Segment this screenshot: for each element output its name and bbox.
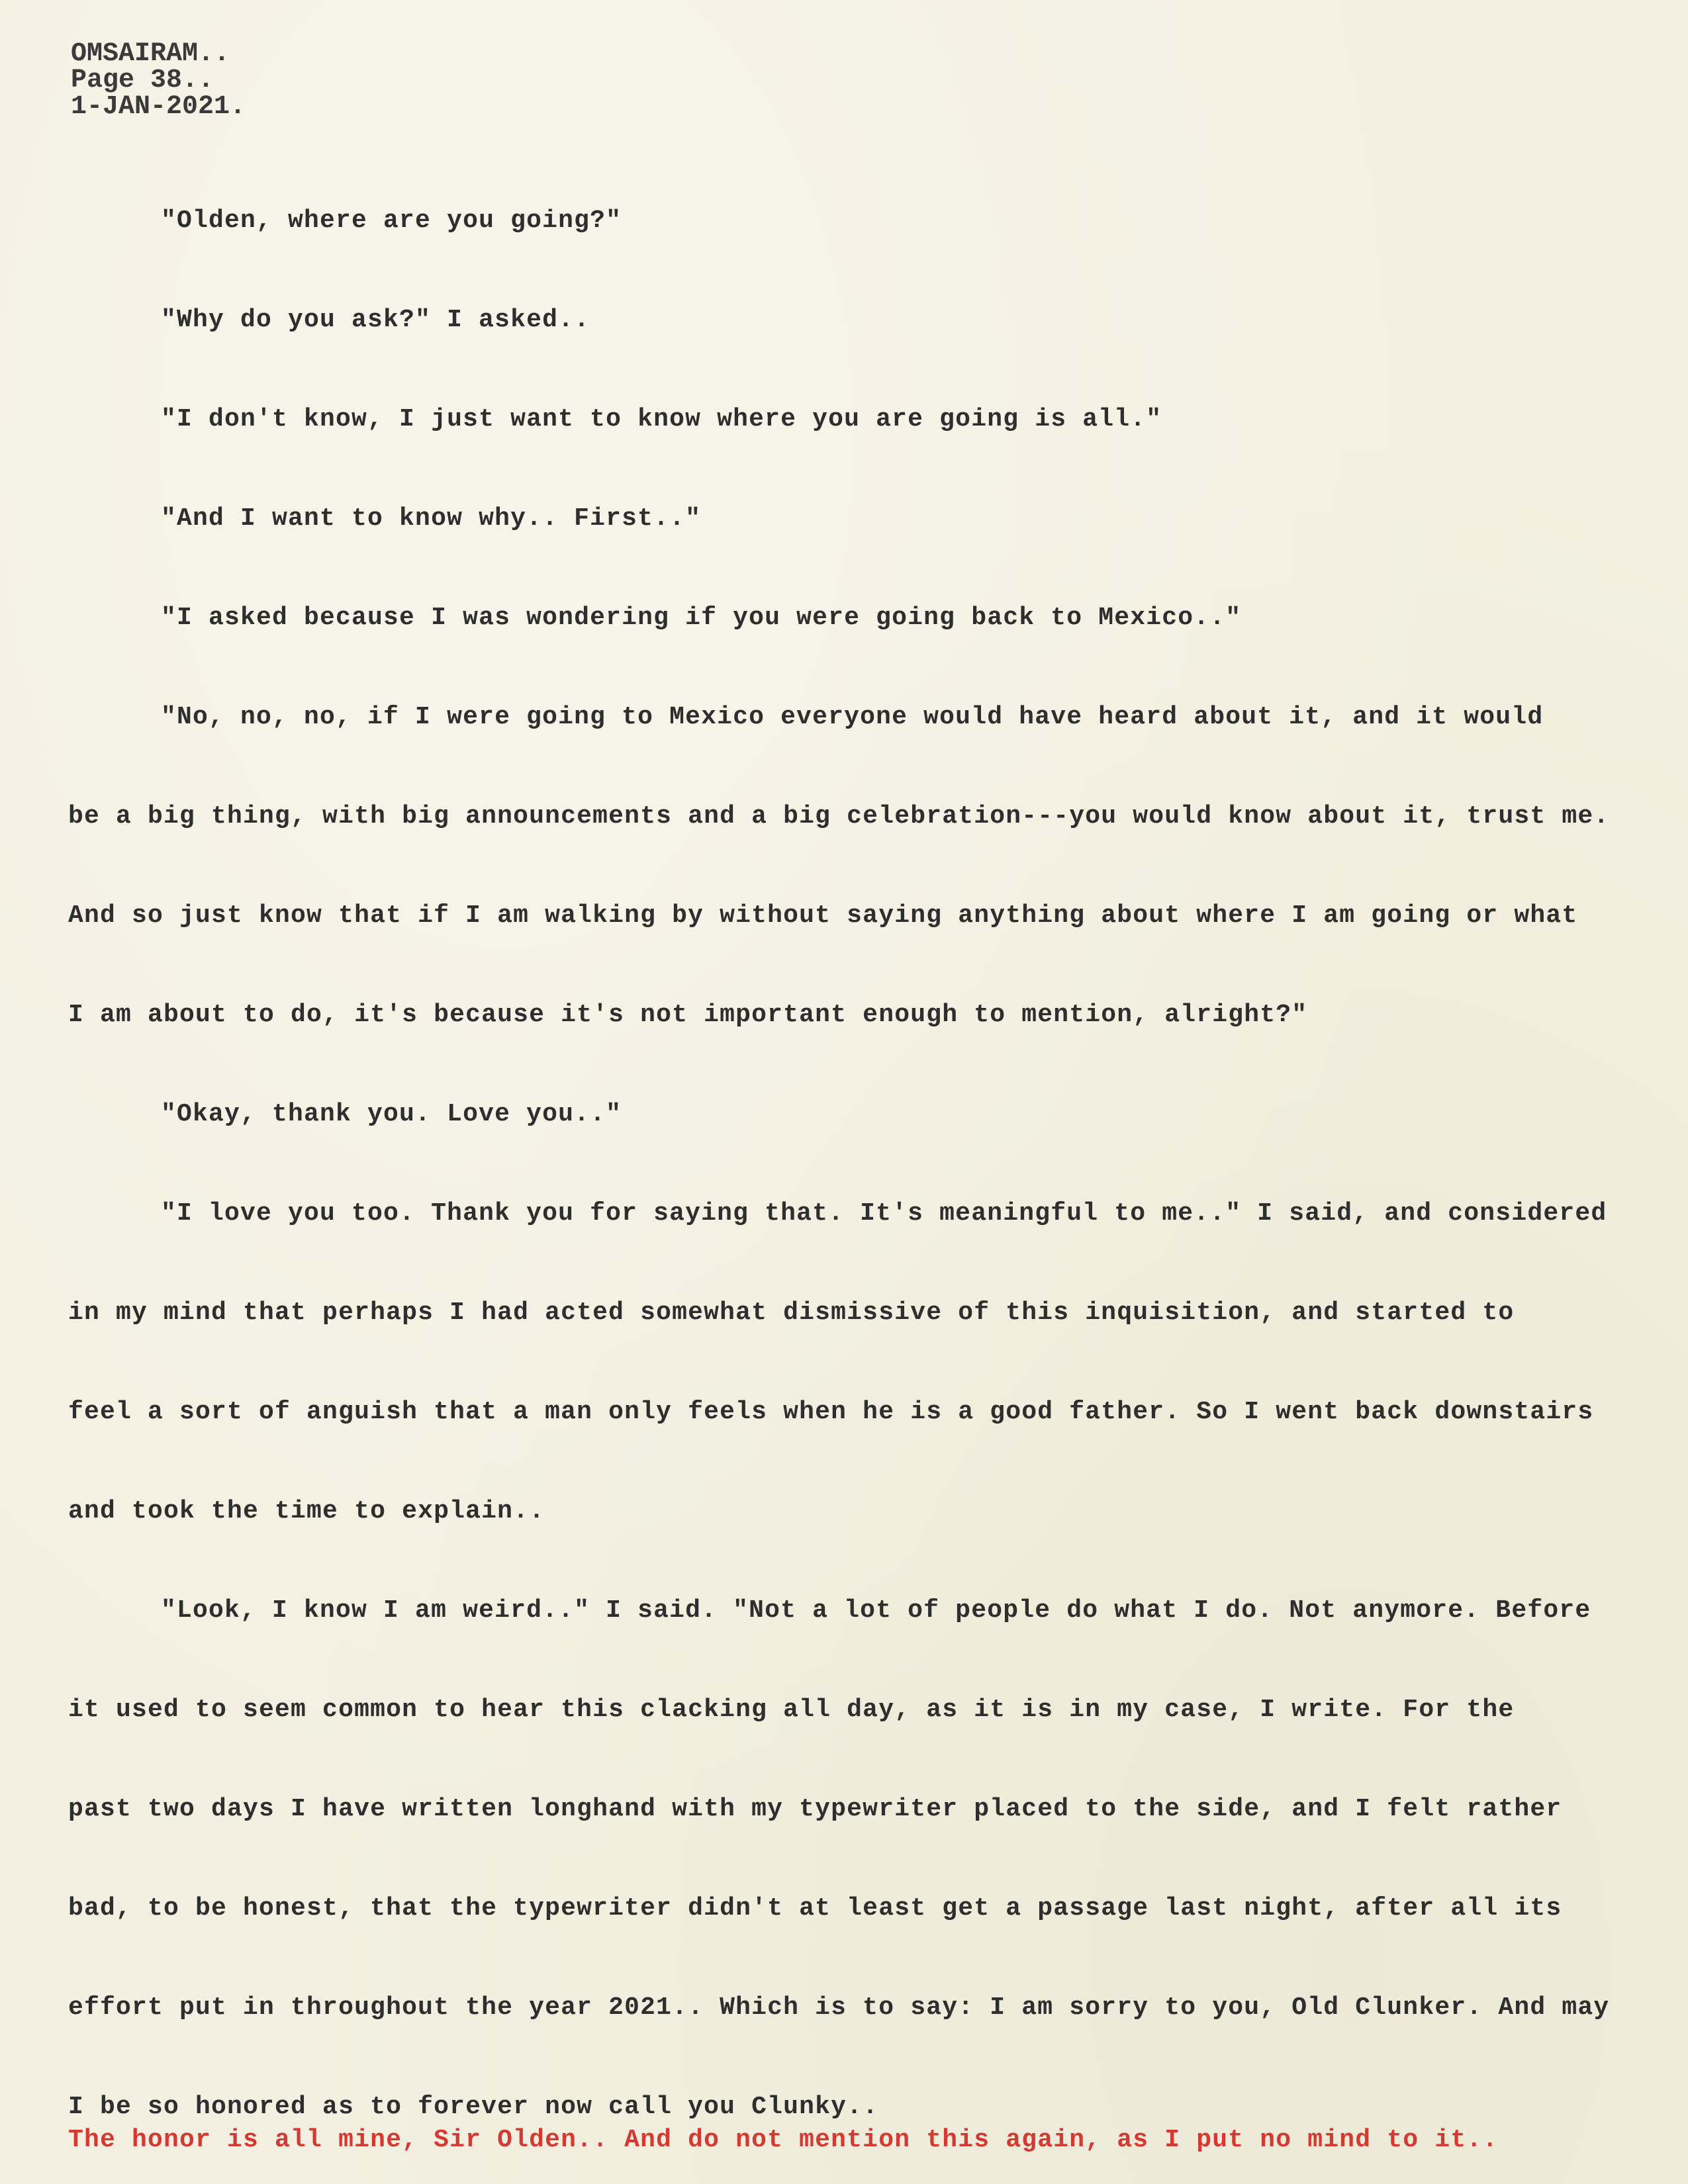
text-line: "I love you too. Thank you for saying that. It's meaningful to me.." I said, and considered (161, 1199, 1607, 1228)
page-header (71, 41, 246, 120)
text-line: I am about to do, it's because it's not important enough to mention, alright?" (68, 1001, 1308, 1029)
text-line: "And I want to know why.. First.." (161, 504, 702, 533)
text-line: in my mind that perhaps I had acted somewhat dismissive of this inquisition, and started to (68, 1298, 1515, 1327)
text-line: bad, to be honest, that the typewriter didn't at least get a passage last night, after all its (68, 1894, 1562, 1923)
red-ink-note: The honor is all mine, Sir Olden.. And do not mention this again, as I put no mind to it.. (68, 2126, 1499, 2154)
text-line: feel a sort of anguish that a man only feels when he is a good father. So I went back downstairs (68, 1398, 1594, 1426)
text-line: be a big thing, with big announcements and a big celebration---you would know about it, trust me. (68, 802, 1610, 831)
text-line: And so just know that if I am walking by without saying anything about where I am going or what (68, 901, 1578, 930)
text-line: and took the time to explain.. (68, 1497, 545, 1525)
text-line: past two days I have written longhand with my typewriter placed to the side, and I felt rather (68, 1795, 1562, 1823)
text-line: "No, no, no, if I were going to Mexico everyone would have heard about it, and it would (161, 703, 1544, 731)
text-line: it used to seem common to hear this clacking all day, as it is in my case, I write. For the (68, 1696, 1515, 1724)
text-line: "I don't know, I just want to know where you are going is all." (161, 405, 1162, 433)
text-line: I be so honored as to forever now call you Clunky.. (68, 2093, 879, 2121)
text-line: "Look, I know I am weird.." I said. "Not a lot of people do what I do. Not anymore. Before (161, 1596, 1591, 1625)
header-page-number: Page 38.. (71, 66, 214, 95)
text-line: "Olden, where are you going?" (161, 206, 622, 235)
header-title: OMSAIRAM.. (71, 39, 230, 69)
text-line: "Okay, thank you. Love you.." (161, 1100, 622, 1128)
text-line: "I asked because I was wondering if you were going back to Mexico.." (161, 604, 1242, 632)
text-line: "Why do you ask?" I asked.. (161, 306, 590, 334)
header-date: 1-JAN-2021. (71, 92, 246, 122)
text-line: effort put in throughout the year 2021.. Which is to say: I am sorry to you, Old Clunker. And may (68, 1993, 1610, 2022)
